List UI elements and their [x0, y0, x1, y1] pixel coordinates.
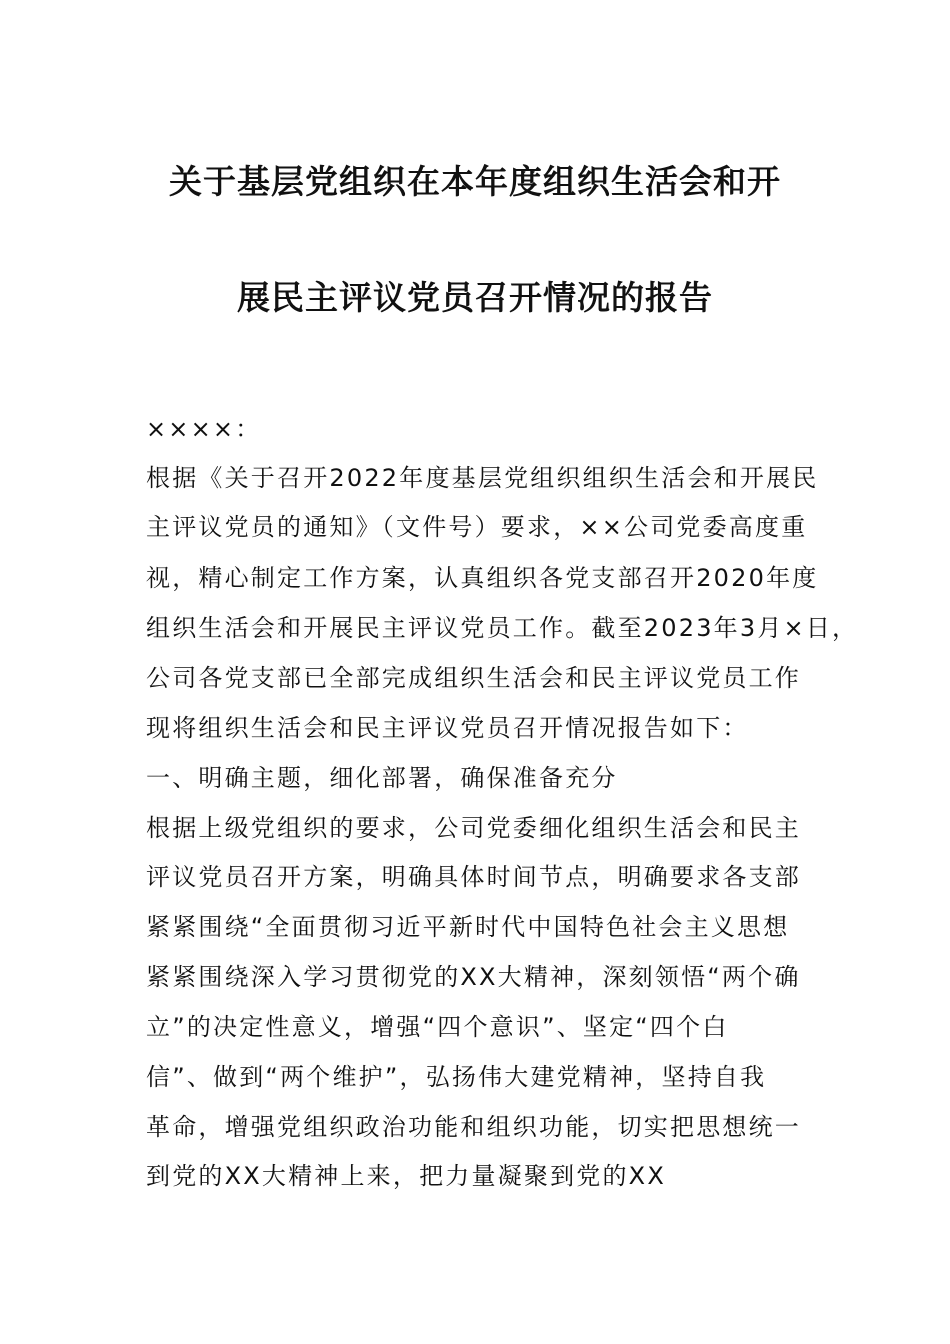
salutation: ××××： — [146, 415, 262, 443]
paragraph-1-line: 视，精心制定工作方案，认真组织各党支部召开2020年度 — [146, 564, 819, 592]
section-1-heading: 一、明确主题，细化部署，确保准备充分 — [146, 764, 618, 792]
paragraph-2-line: 立”的决定性意义，增强“四个意识”、坚定“四个白 — [146, 1013, 729, 1041]
paragraph-1-line: 现将组织生活会和民主评议党员召开情况报告如下： — [146, 714, 749, 742]
paragraph-2-line: 根据上级党组织的要求，公司党委细化组织生活会和民主 — [146, 814, 801, 842]
paragraph-2-line: 评议党员召开方案，明确具体时间节点，明确要求各支部 — [146, 863, 801, 891]
paragraph-1-line: 公司各党支部已全部完成组织生活会和民主评议党员工作 — [146, 664, 801, 692]
paragraph-2-line: 紧紧围绕“全面贯彻习近平新时代中国特色社会主义思想 — [146, 913, 790, 941]
report-title-line-2: 展民主评议党员召开情况的报告 — [237, 278, 713, 317]
paragraph-1-line: 主评议党员的通知》（文件号）要求，××公司党委高度重 — [146, 513, 808, 541]
report-title-line-1: 关于基层党组织在本年度组织生活会和开 — [169, 162, 781, 201]
paragraph-2-line: 革命，增强党组织政治功能和组织功能，切实把思想统一 — [146, 1113, 801, 1141]
paragraph-2-line: 紧紧围绕深入学习贯彻党的XX大精神，深刻领悟“两个确 — [146, 963, 801, 991]
paragraph-1-line: 根据《关于召开2022年度基层党组织组织生活会和开展民 — [146, 464, 819, 492]
paragraph-2-line: 到党的XX大精神上来，把力量凝聚到党的XX — [146, 1162, 666, 1190]
paragraph-2-line: 信”、做到“两个维护”，弘扬伟大建党精神，坚持自我 — [146, 1063, 767, 1091]
paragraph-1-line: 组织生活会和开展民主评议党员工作。截至2023年3月×日， — [146, 614, 859, 642]
